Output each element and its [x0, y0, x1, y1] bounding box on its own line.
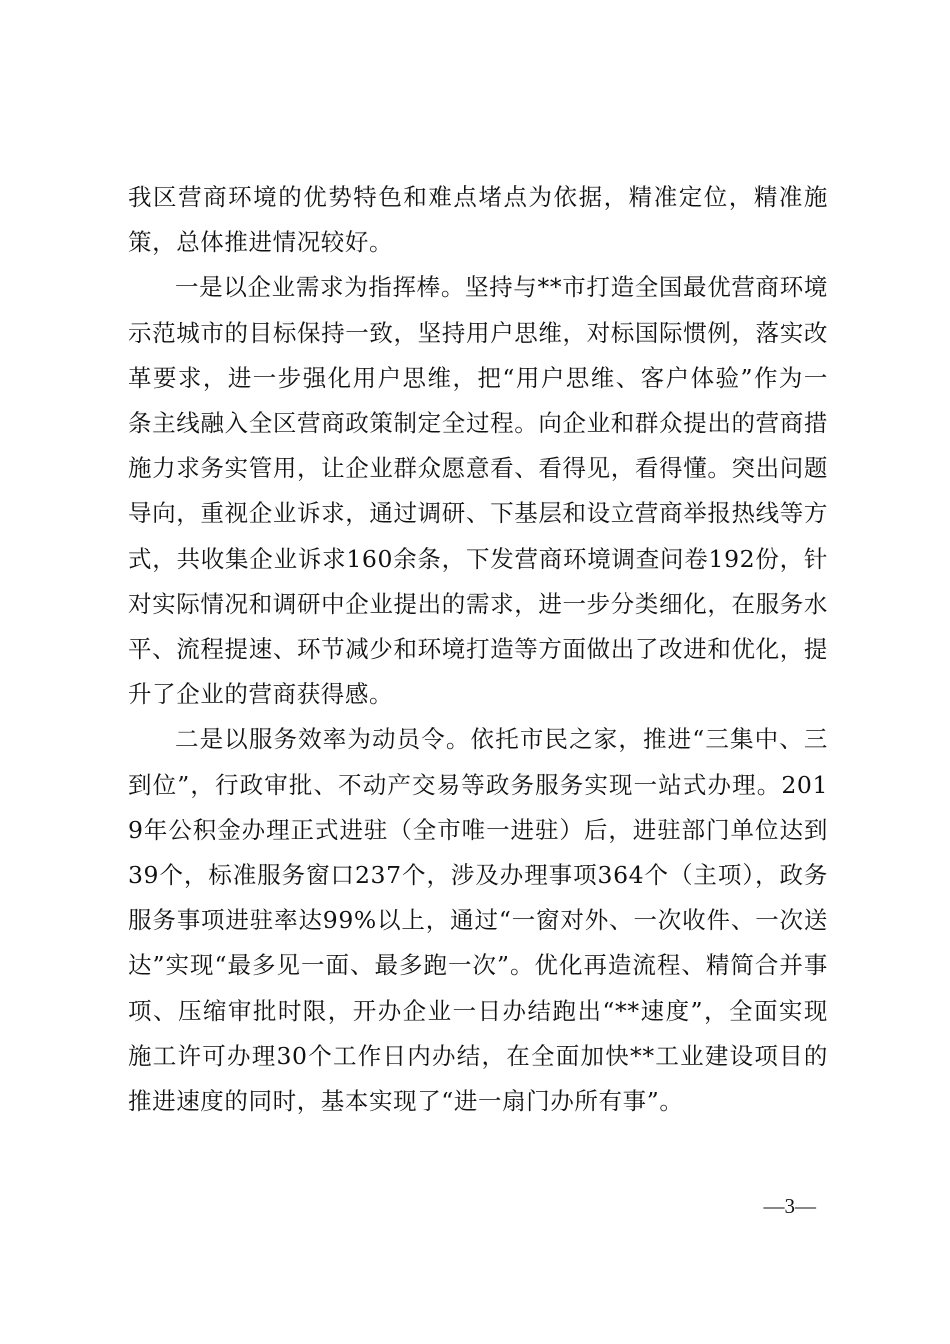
- document-body: [128, 175, 828, 1124]
- page-number: —3—: [763, 1194, 816, 1218]
- paragraph-intro-continuation: 我区营商环境的优势特色和难点堵点为依据，精准定位，精准施策，总体推进情况较好。: [128, 183, 828, 257]
- paragraph-enterprise-demand: 一是以企业需求为指挥棒。坚持与**市打造全国最优营商环境示范城市的目标保持一致，坚持用户思维，对标国际惯例，落实改革要求，进一步强化用户思维，把“用户思维、客户体验”作为一条主线融入全区营商政策制定全过程。向企业和群众提出的营商措施力求务实管用，让企业群众愿意看、看得见，看得懂。突出问题导向，重视企业诉求，通过调研、下基层和设立营商举报热线等方式，共收集企业诉求160余条，下发营商环境调查问卷192份，针对实际情况和调研中企业提出的需求，进一步分类细化，在服务水平、流程提速、环节减少和环境打造等方面做出了改进和优化，提升了企业的营商获得感。: [128, 273, 828, 709]
- paragraph-service-efficiency: 二是以服务效率为动员令。依托市民之家，推进“三集中、三到位”，行政审批、不动产交易等政务服务实现一站式办理。2019年公积金办理正式进驻（全市唯一进驻）后，进驻部门单位达到39个，标准服务窗口237个，涉及办理事项364个（主项），政务服务事项进驻率达99%以上，通过“一窗对外、一次收件、一次送达”实现“最多见一面、最多跑一次”。优化再造流程、精简合并事项、压缩审批时限，开办企业一日办结跑出“**速度”，全面实现施工许可办理30个工作日内办结，在全面加快**工业建设项目的推进速度的同时，基本实现了“进一扇门办所有事”。: [128, 725, 828, 1116]
